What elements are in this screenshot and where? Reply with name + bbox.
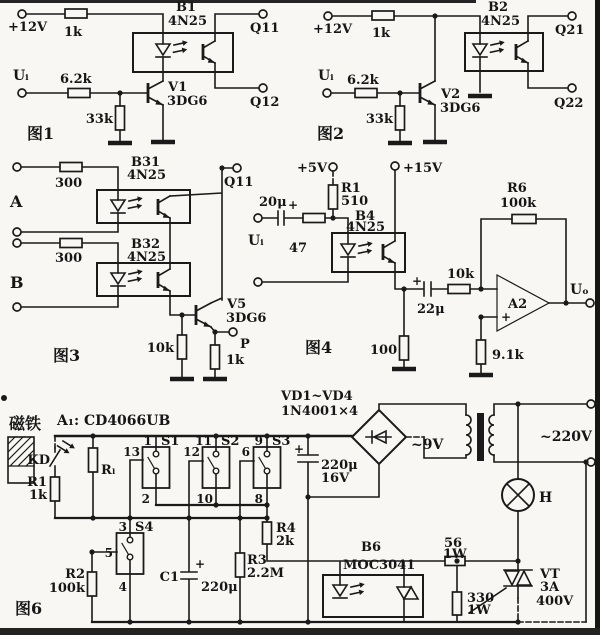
led-icon xyxy=(333,585,347,598)
output-label: P xyxy=(240,337,250,352)
supply-label: +15V xyxy=(403,161,443,176)
resistor xyxy=(65,9,87,18)
opto-name-label: B6 xyxy=(361,540,382,555)
resistor xyxy=(396,106,405,130)
resistor xyxy=(263,522,272,544)
pin-number: 2 xyxy=(141,492,150,506)
led-icon xyxy=(156,44,170,57)
resistor xyxy=(329,185,338,209)
terminals xyxy=(18,10,267,97)
pin-number: 12 xyxy=(183,445,200,459)
optotriac-box xyxy=(323,575,423,617)
photoresistor-label: Rₗ xyxy=(101,463,116,478)
opto-type-label: MOC3041 xyxy=(343,558,416,573)
triac-current-label: 3A xyxy=(540,580,560,595)
polarity-plus: + xyxy=(294,442,305,456)
vcc-label: +12V xyxy=(8,20,48,35)
transistor-name-label: V5 xyxy=(227,297,247,312)
resistor-wattage-label: 1W xyxy=(467,603,491,618)
resistor-label: 6.2k xyxy=(60,72,92,87)
light-rays-icon xyxy=(171,39,189,55)
input-label: B xyxy=(10,273,24,292)
resistor-label: 1k xyxy=(226,353,245,368)
resistor-label: 10k xyxy=(447,267,475,282)
output-label: Q12 xyxy=(250,95,280,110)
resistor-label: 1k xyxy=(372,26,391,41)
phototransistor-icon xyxy=(158,269,170,291)
resistor-label: 1k xyxy=(64,25,83,40)
pin-number: 6 xyxy=(241,445,250,459)
ic-label: A₁: CD4066UB xyxy=(57,413,171,429)
figure-3 xyxy=(9,155,266,379)
transistor-type-label: 3DG6 xyxy=(440,101,481,116)
opto-name-label: B1 xyxy=(176,0,197,15)
ac-mains-label: ~220V xyxy=(540,429,592,445)
resistor-value-label: 1k xyxy=(28,488,47,503)
resistor-value-label: 56 xyxy=(444,536,463,551)
photoresistor xyxy=(89,448,98,472)
opto-type-label: 4N25 xyxy=(168,14,208,29)
resistor xyxy=(400,336,409,360)
pin-number: 13 xyxy=(123,445,140,459)
light-rays-icon xyxy=(348,581,366,597)
light-rays-icon xyxy=(488,39,506,55)
resistor-label: 300 xyxy=(55,251,83,266)
switch-label: S3 xyxy=(272,434,291,449)
polarity-plus: + xyxy=(412,274,423,288)
resistor xyxy=(68,89,90,98)
capacitor-label: 22μ xyxy=(417,302,445,317)
resistor-value-label: 100k xyxy=(48,581,85,596)
wires xyxy=(50,404,587,622)
opamp-label: A2 xyxy=(508,297,528,312)
output-label: Q21 xyxy=(555,23,585,38)
diodes-name-label: VD1~VD4 xyxy=(281,389,353,404)
resistor xyxy=(60,239,82,248)
input-label: Uᵢ xyxy=(13,68,29,84)
junction-dot xyxy=(117,90,122,95)
resistor-name-label: R1 xyxy=(341,181,361,196)
capacitor-value-label: 220μ xyxy=(321,458,358,473)
polarity-plus: + xyxy=(195,557,206,571)
transistor-name-label: V1 xyxy=(168,80,188,95)
lamp-icon xyxy=(502,479,534,511)
opto-type-label: 4N25 xyxy=(127,250,167,265)
pin-number: 1 xyxy=(143,434,152,448)
npn-transistor-icon xyxy=(420,81,435,105)
transistor-name-label: V2 xyxy=(441,87,461,102)
resistor-name-label: R4 xyxy=(276,521,296,536)
resistor xyxy=(236,553,245,577)
capacitor-label: 20μ xyxy=(259,195,287,210)
resistor xyxy=(448,285,470,294)
resistor-value-label: 510 xyxy=(341,194,369,209)
output-label: Q11 xyxy=(224,175,254,190)
phototransistor-icon xyxy=(516,41,528,63)
pin-number: 11 xyxy=(195,434,212,448)
input-label: Uᵢ xyxy=(248,233,264,249)
transistor-type-label: 3DG6 xyxy=(226,311,267,326)
resistor-label: 33k xyxy=(365,112,393,127)
switch-label: S4 xyxy=(135,520,154,535)
triac-icon xyxy=(505,571,531,585)
resistor xyxy=(372,11,394,20)
resistor xyxy=(178,335,187,359)
figure-caption: 图2 xyxy=(317,124,345,143)
optocoupler-box xyxy=(97,263,190,296)
resistor xyxy=(512,215,536,224)
lamp-label: H xyxy=(539,490,553,506)
resistor-label: 100 xyxy=(370,343,398,358)
opamp-plus-input: + xyxy=(501,310,512,324)
pin-number: 3 xyxy=(118,520,127,534)
figure-6 xyxy=(1,389,595,625)
resistor xyxy=(211,345,220,369)
sensor-label: KD xyxy=(27,453,50,468)
resistor-label: 6.2k xyxy=(347,73,379,88)
resistor xyxy=(88,572,97,596)
pin-number: 8 xyxy=(254,492,263,506)
opto-name-label: B31 xyxy=(131,155,161,170)
resistor-label: 33k xyxy=(85,112,113,127)
phototransistor-icon xyxy=(383,241,395,263)
figure-caption: 图6 xyxy=(15,599,43,618)
resistor xyxy=(51,477,60,501)
optocoupler-box xyxy=(465,33,543,71)
output-label: Q11 xyxy=(250,21,280,36)
figure-caption: 图1 xyxy=(27,124,55,143)
resistor xyxy=(116,106,125,130)
figure-2 xyxy=(313,0,584,143)
figure-4 xyxy=(248,161,594,375)
opto-type-label: 4N25 xyxy=(127,168,167,183)
opto-name-label: B4 xyxy=(355,209,376,224)
resistor-label: 47 xyxy=(289,241,308,256)
pin-number: 5 xyxy=(104,546,113,560)
output-label: Uₒ xyxy=(570,282,589,298)
resistor xyxy=(477,340,486,364)
resistor-label: 10k xyxy=(146,341,174,356)
resistor xyxy=(355,89,377,98)
resistor xyxy=(453,592,462,615)
npn-transistor-icon xyxy=(196,303,211,327)
opto-type-label: 4N25 xyxy=(346,220,386,235)
resistor-label: 9.1k xyxy=(492,348,524,363)
led-icon xyxy=(341,244,355,257)
capacitor-voltage-label: 16V xyxy=(321,471,350,486)
resistor-value-label: 330 xyxy=(467,591,495,606)
resistor xyxy=(60,163,82,172)
led-icon xyxy=(111,273,125,286)
magnet-label: 磁铁 xyxy=(9,414,42,433)
light-rays-icon xyxy=(356,240,374,256)
resistor xyxy=(303,214,325,223)
bias-label: +5V xyxy=(297,161,328,176)
resistor-value-label: 2k xyxy=(276,534,295,549)
resistor-name-label: R3 xyxy=(247,553,267,568)
ac-low-label: ~9V xyxy=(411,437,444,453)
switch-label: S2 xyxy=(221,434,240,449)
transformer-icon xyxy=(466,413,494,461)
pin-number: 4 xyxy=(118,580,127,594)
triac-voltage-label: 400V xyxy=(536,594,574,609)
phototransistor-icon xyxy=(158,196,170,218)
capacitor-value-label: 220μ xyxy=(201,580,238,595)
led-icon xyxy=(473,44,487,57)
figure-caption: 图4 xyxy=(305,338,333,357)
margin-bullet xyxy=(1,395,7,401)
led-icon xyxy=(111,200,125,213)
resistor-label: 300 xyxy=(55,176,83,191)
diodes-type-label: 1N4001×4 xyxy=(281,404,359,419)
switch-label: S1 xyxy=(161,434,180,449)
resistor-wattage-label: 1W xyxy=(443,547,467,562)
resistor-name-label: R1 xyxy=(27,475,47,490)
input-label: Uᵢ xyxy=(318,68,334,84)
figure-1 xyxy=(8,0,279,143)
opto-name-label: B2 xyxy=(488,0,509,15)
pin-number: 10 xyxy=(196,492,213,506)
capacitor-name-label: C1 xyxy=(159,570,179,585)
polarity-plus: + xyxy=(288,198,299,212)
opto-triac-icon xyxy=(397,587,418,599)
transistor-type-label: 3DG6 xyxy=(167,94,208,109)
opto-name-label: B32 xyxy=(131,237,161,252)
light-rays-icon xyxy=(126,268,144,284)
output-label: Q22 xyxy=(554,96,584,111)
resistor-value-label: 2.2M xyxy=(247,566,285,581)
resistor-name-label: R6 xyxy=(507,181,527,196)
figure-caption: 图3 xyxy=(53,346,81,365)
light-rays-icon xyxy=(56,438,76,457)
triac-name-label: VT xyxy=(540,567,560,582)
phototransistor-icon xyxy=(203,41,215,63)
resistor-value-label: 100k xyxy=(500,196,537,211)
npn-transistor-icon xyxy=(148,81,163,105)
opto-type-label: 4N25 xyxy=(481,14,521,29)
resistor-name-label: R2 xyxy=(65,567,85,582)
light-rays-icon xyxy=(126,195,144,211)
input-label: A xyxy=(10,192,23,211)
vcc-label: +12V xyxy=(313,22,353,37)
pin-number: 9 xyxy=(254,434,263,448)
